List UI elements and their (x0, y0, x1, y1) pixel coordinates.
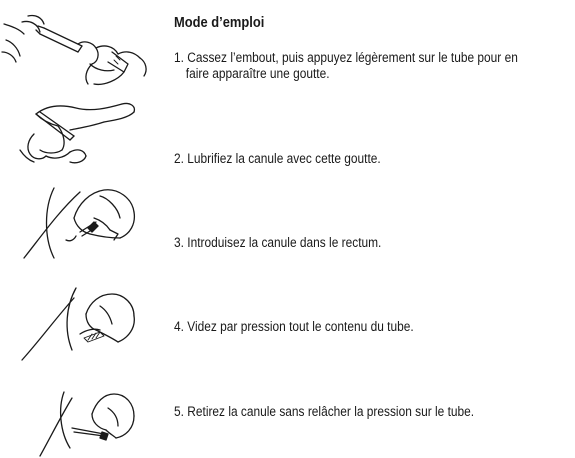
step-1-number: 1. (174, 50, 184, 66)
step-5-text: Retirez la canule sans relâcher la pression sur le tube. (187, 404, 475, 420)
step-2 (174, 151, 381, 167)
step-2-text: Lubrifiez la canule avec cette goutte. (187, 151, 381, 167)
step-3-text: Introduisez la canule dans le rectum. (187, 235, 382, 251)
step-1-text: Cassez l’embout, puis appuyez légèrement sur le tube pour en (187, 50, 518, 66)
page-title: Mode d’emploi (174, 14, 265, 31)
step-5-number: 5. (174, 404, 184, 420)
hand-lubricating-cannula-icon (0, 94, 160, 174)
step-3-number: 3. (174, 235, 184, 251)
step-1-text-continued: faire apparaître une goutte. (185, 66, 330, 82)
hand-squeezing-tube-icon (0, 284, 160, 364)
step-4-text: Videz par pression tout le contenu du tube. (187, 319, 414, 335)
hand-breaking-tube-tip-icon (0, 4, 160, 94)
hand-withdrawing-cannula-icon (0, 378, 160, 458)
step-3 (174, 235, 381, 251)
hand-inserting-cannula-icon (0, 178, 160, 268)
step-4-number: 4. (174, 319, 184, 335)
step-5 (174, 404, 474, 420)
step-1 (174, 50, 518, 82)
step-2-number: 2. (174, 151, 184, 167)
step-4 (174, 319, 414, 335)
